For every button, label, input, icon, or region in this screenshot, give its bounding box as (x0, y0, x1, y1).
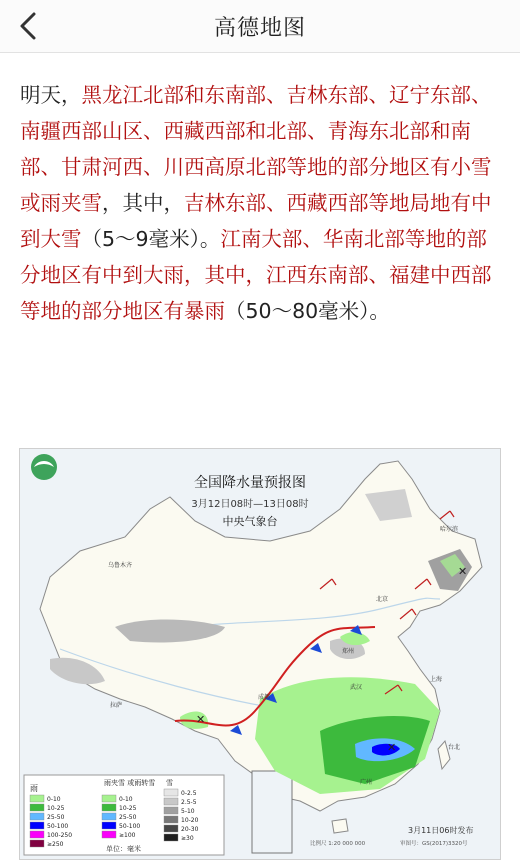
map-review: 审图号：GS(2017)3320号 (400, 841, 468, 847)
nav-bar (0, 0, 520, 53)
legend-label: 20-30 (181, 826, 199, 833)
legend-label: 10-25 (119, 805, 137, 812)
svg-text:✕: ✕ (387, 741, 397, 754)
article-body (0, 53, 520, 329)
legend-label: 10-20 (181, 817, 199, 824)
legend-swatch (164, 825, 178, 832)
legend-swatch (30, 804, 44, 811)
svg-text:✕: ✕ (196, 713, 206, 726)
legend-mixed-header: 雨夹雪 或雨转雪 (104, 779, 156, 787)
legend-label: 50-100 (47, 823, 69, 830)
legend-label: ≥250 (47, 841, 64, 848)
city-label: 北京 (376, 596, 389, 603)
legend-label: 0-10 (47, 796, 61, 803)
cma-logo (31, 454, 57, 480)
city-label: 哈尔滨 (440, 526, 459, 533)
map-issuer: 中央气象台 (222, 515, 278, 528)
legend-swatch (30, 795, 44, 802)
city-label: 成都 (258, 694, 271, 701)
legend-label: 25-50 (47, 814, 65, 821)
legend-swatch (164, 834, 178, 841)
legend-swatch (102, 831, 116, 838)
legend-swatch (164, 807, 178, 814)
map-canvas (20, 449, 500, 859)
publish-time: 3月11日06时发布 (408, 826, 474, 835)
legend-swatch (164, 816, 178, 823)
city-label: 台北 (448, 744, 461, 751)
article-highlight: 黑龙江北部和东南部、吉林东部、辽宁东部、南疆西部山区、西藏西部和北部、青海东北部和南部、甘肃河西、川西高原北部等地的部分地区有小雪或雨夹雪 (20, 83, 492, 215)
legend-label: 5-10 (181, 808, 195, 815)
hainan-island (332, 819, 348, 833)
city-label: 乌鲁木齐 (108, 562, 133, 569)
legend-label: ≥100 (119, 832, 136, 839)
city-label: 上海 (430, 676, 443, 683)
legend-swatch (30, 831, 44, 838)
legend-rain-header: 雨 (30, 784, 38, 793)
legend-swatch (30, 813, 44, 820)
article-text: （50～80毫米）。 (225, 299, 390, 323)
article-text: ，其中， (102, 191, 184, 215)
back-button[interactable] (8, 6, 48, 46)
map-scale: 比例尺 1:20 000 000 (310, 841, 366, 847)
legend-swatch (102, 804, 116, 811)
legend-swatch (30, 822, 44, 829)
legend-swatch (102, 813, 116, 820)
legend-swatch (102, 822, 116, 829)
page-title: 高德地图 (213, 15, 306, 41)
legend-label: 25-50 (119, 814, 137, 821)
legend-swatch (30, 840, 44, 847)
legend-label: 0-10 (119, 796, 133, 803)
article-text: 明天， (20, 83, 82, 107)
article-highlight: 吉林东部、西藏西部等地局地有中到大雪 (20, 191, 492, 251)
legend-unit: 单位：毫米 (106, 845, 141, 853)
legend-label: ≥30 (181, 835, 194, 842)
legend-label: 50-100 (119, 823, 141, 830)
city-label: 广州 (360, 779, 373, 786)
map-title: 全国降水量预报图 (194, 475, 306, 491)
precipitation-forecast-map[interactable] (19, 448, 501, 860)
map-legend (24, 775, 224, 855)
legend-swatch (102, 795, 116, 802)
city-label: 拉萨 (110, 702, 123, 709)
legend-label: 2.5-5 (181, 799, 197, 806)
article-text: （5～9毫米）。 (81, 227, 221, 251)
legend-swatch (164, 798, 178, 805)
article-highlight: 江南大部、华南北部等地的部分地区有中到大雨，其中，江西东南部、福建中西部等地的部分地区有暴雨 (20, 227, 492, 323)
svg-text:✕: ✕ (458, 565, 468, 578)
legend-label: 10-25 (47, 805, 65, 812)
legend-swatch (164, 789, 178, 796)
chevron-left-icon (17, 11, 39, 41)
legend-snow-header: 雪 (166, 779, 173, 787)
city-label: 武汉 (350, 684, 363, 691)
legend-label: 0-2.5 (181, 790, 197, 797)
map-period: 3月12日08时—13日08时 (191, 499, 309, 510)
legend-label: 100-250 (47, 832, 73, 839)
city-label: 郑州 (342, 648, 355, 655)
